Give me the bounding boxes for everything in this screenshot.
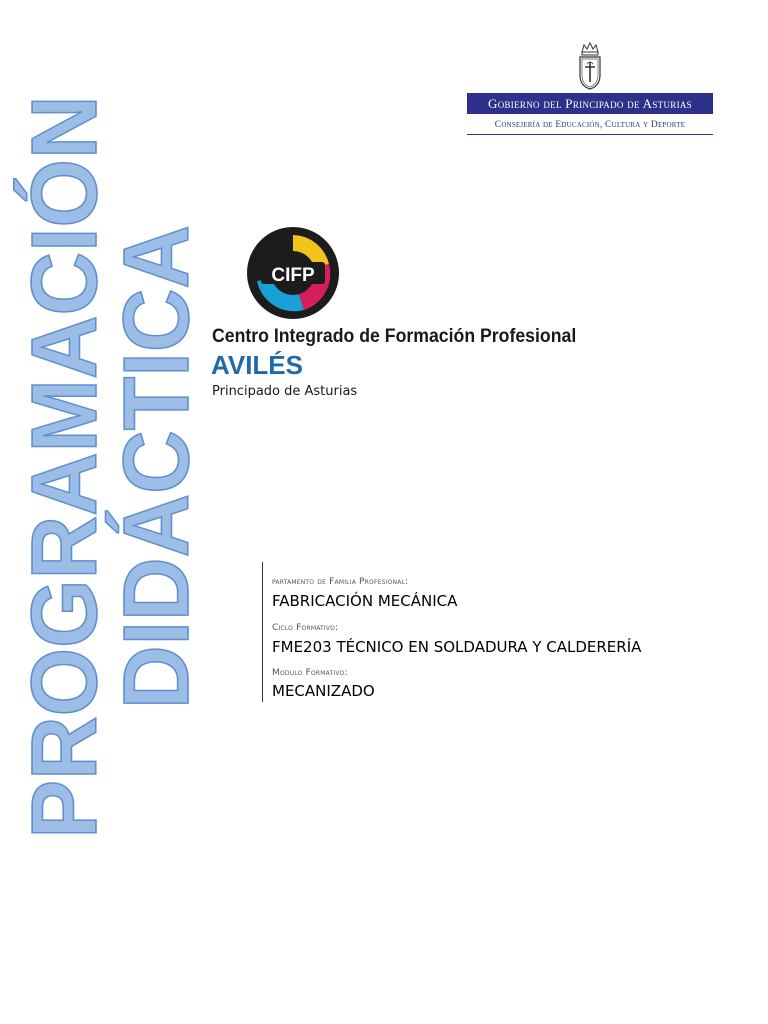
vertical-title bbox=[10, 30, 210, 905]
program-info bbox=[262, 562, 683, 702]
vertical-title-line-2: DIDÁCTICA bbox=[104, 225, 208, 709]
cycle-value: FME203 TÉCNICO EN SOLDADURA Y CALDERERÍA bbox=[272, 638, 642, 656]
government-department: Consejería de Educación, Cultura y Deporte bbox=[494, 120, 686, 130]
cifp-logo bbox=[244, 226, 342, 320]
vertical-title-line-1: PROGRAMACIÓN bbox=[12, 95, 116, 839]
department-value: FABRICACIÓN MECÁNICA bbox=[272, 592, 458, 610]
region-name: Principado de Asturias bbox=[212, 384, 358, 399]
module-value: MECANIZADO bbox=[272, 682, 375, 700]
government-header bbox=[467, 42, 713, 137]
city-name: AVILÉS bbox=[211, 350, 303, 380]
cycle-label: Ciclo Formativo: bbox=[272, 623, 339, 633]
center-title: Centro Integrado de Formación Profesional bbox=[212, 326, 577, 347]
asturias-crest-icon bbox=[577, 42, 603, 90]
module-label: Modulo Formativo: bbox=[272, 668, 348, 678]
government-name: Gobierno del Principado de Asturias bbox=[467, 93, 713, 114]
government-divider bbox=[467, 134, 713, 135]
department-label: partamento de Familia Profesional: bbox=[272, 577, 409, 587]
cifp-logo-text: CIFP bbox=[271, 265, 315, 286]
